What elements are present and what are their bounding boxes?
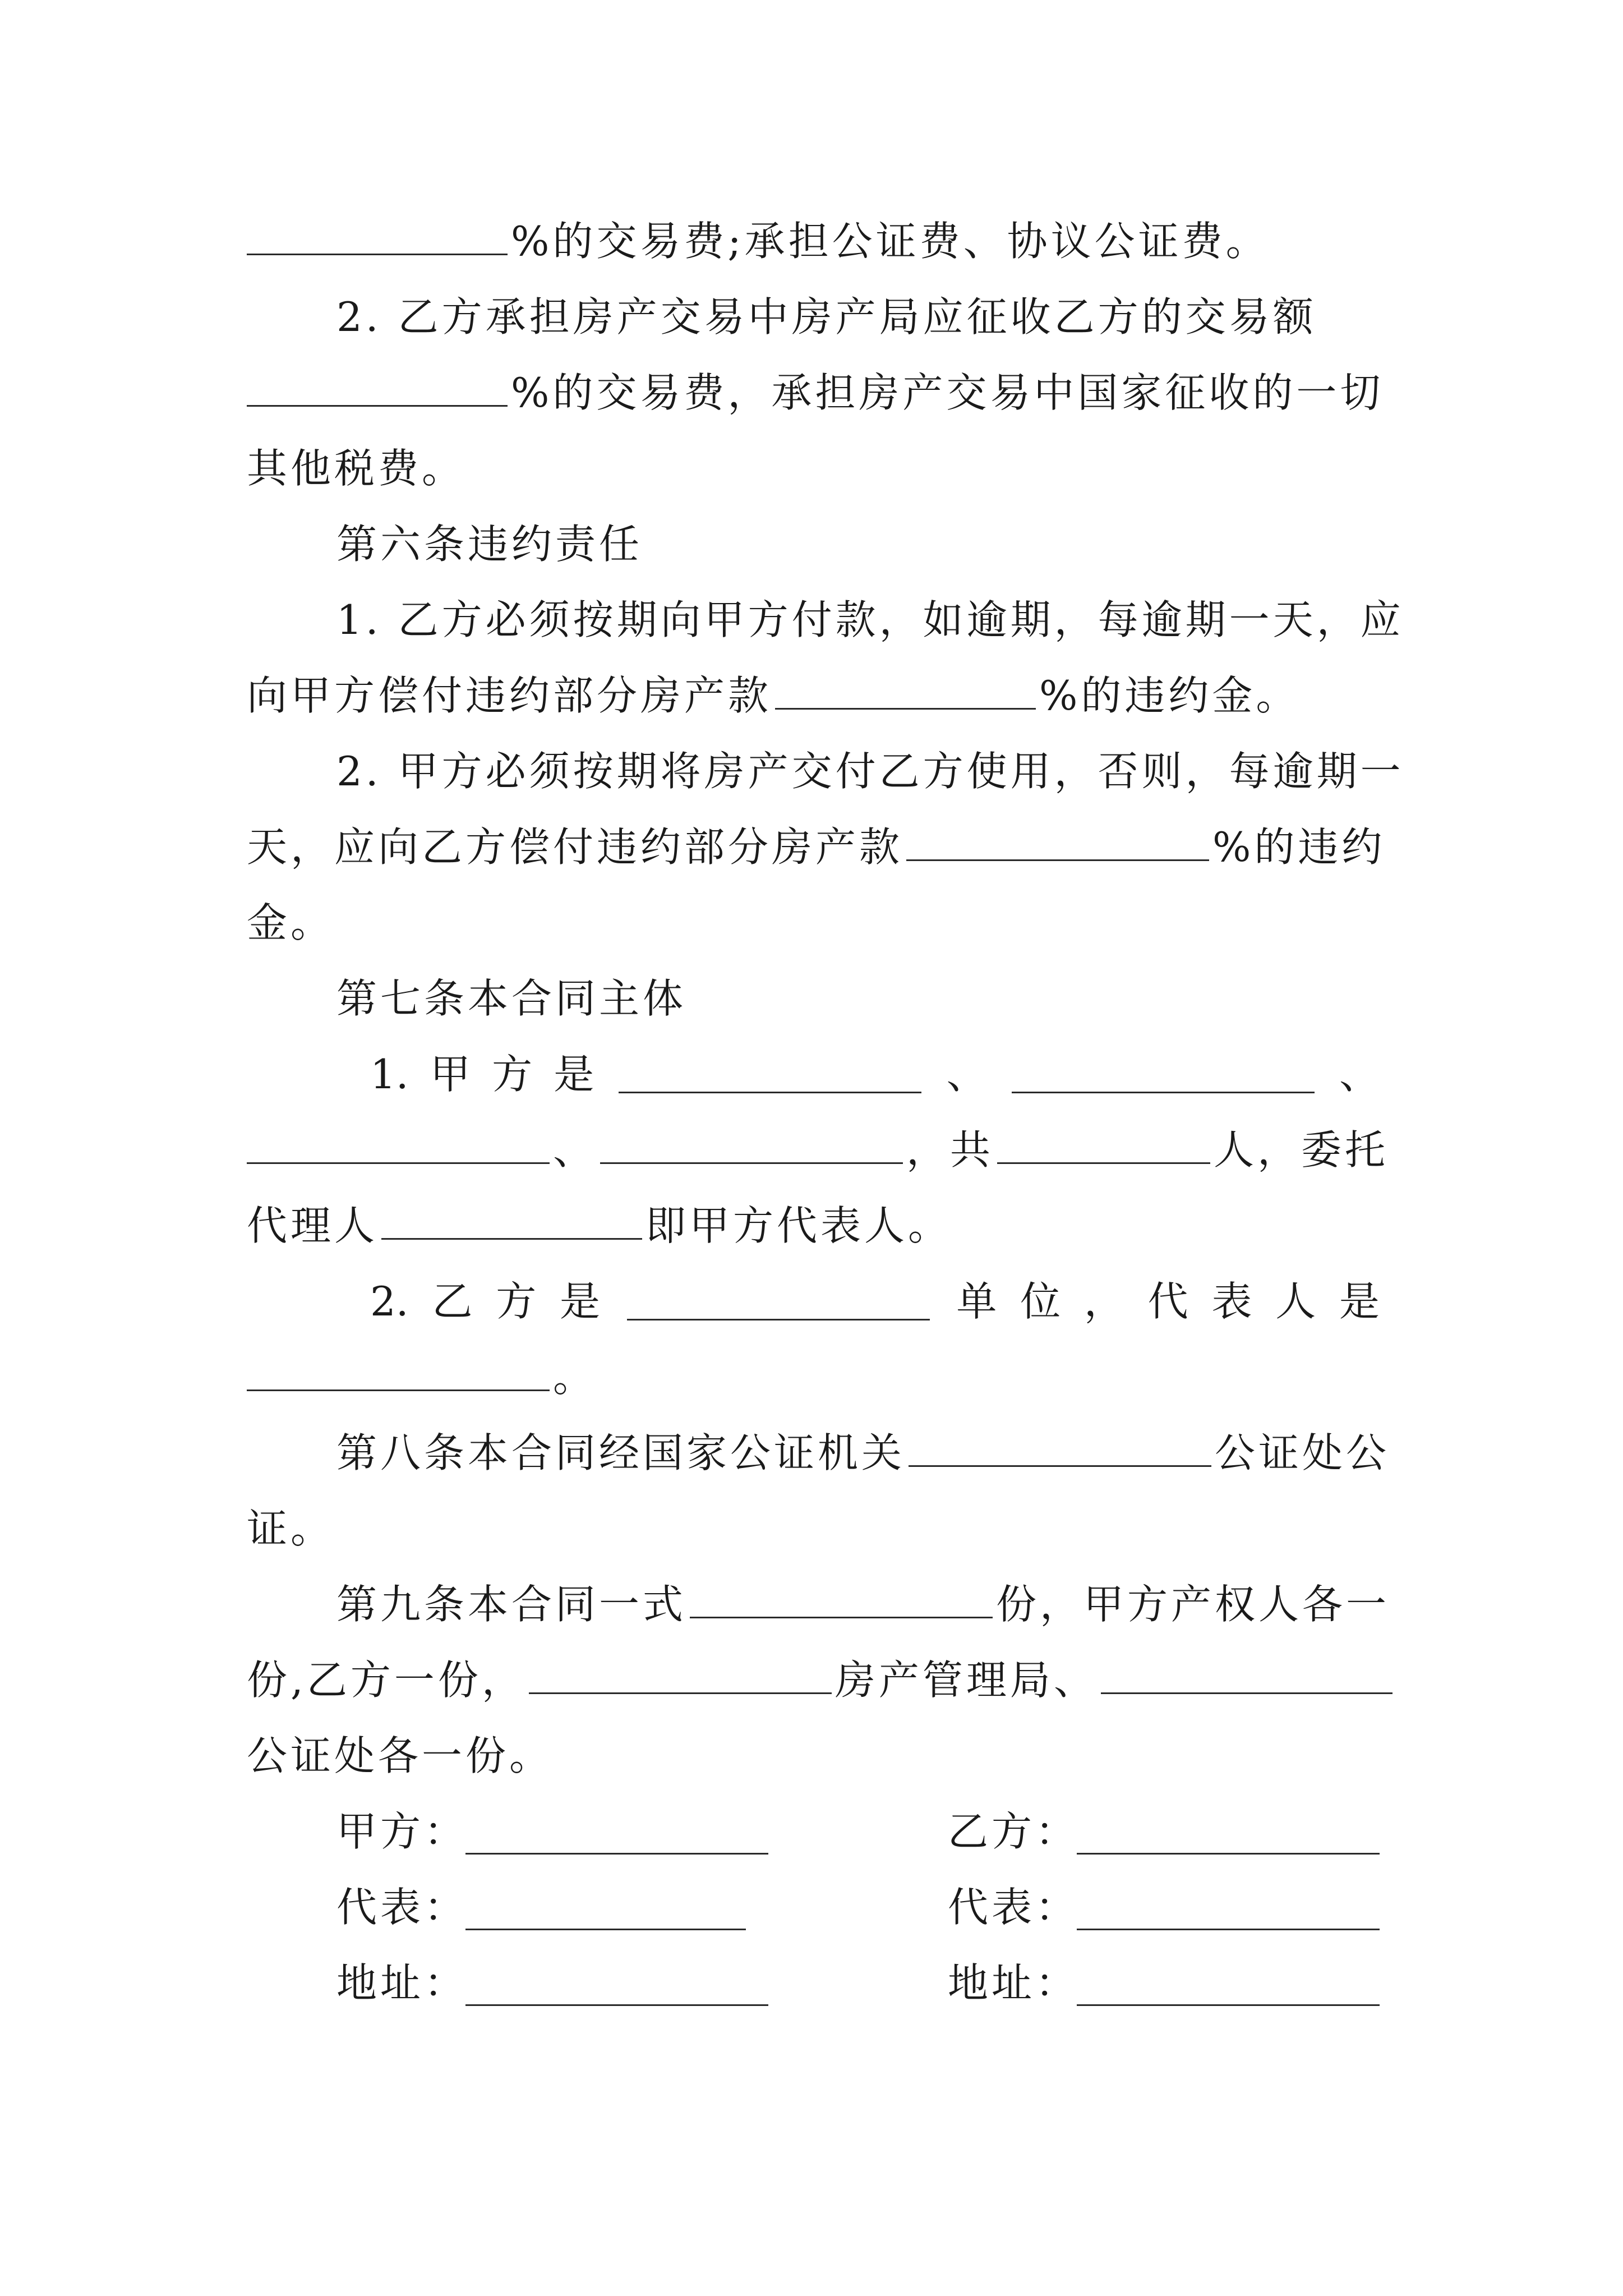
text: 天，应向乙方偿付违约部分房产款 bbox=[247, 823, 903, 871]
blank-field[interactable] bbox=[775, 672, 1036, 710]
text: 人 bbox=[1275, 1278, 1316, 1325]
blank-field[interactable] bbox=[247, 369, 508, 407]
text: 。 bbox=[553, 1354, 597, 1401]
text: 第八条本合同经国家公证机关 bbox=[336, 1429, 906, 1476]
line-2 bbox=[336, 286, 1380, 348]
blank-field[interactable] bbox=[1012, 1056, 1315, 1093]
text: 表 bbox=[1211, 1278, 1252, 1325]
text: 即甲方代表人。 bbox=[645, 1202, 952, 1249]
heading: 第七条本合同主体 bbox=[336, 975, 687, 1022]
line-18 bbox=[247, 1498, 1380, 1559]
rep-b-field[interactable] bbox=[1077, 1927, 1380, 1930]
party-b-label: 乙方： bbox=[948, 1808, 1080, 1855]
text: 是 bbox=[554, 1051, 594, 1098]
text: 其他税费。 bbox=[247, 445, 466, 492]
line-6 bbox=[336, 589, 1404, 651]
party-a-label: 甲方： bbox=[336, 1808, 468, 1855]
text: 甲 bbox=[430, 1051, 471, 1098]
line-16 bbox=[247, 1346, 1380, 1408]
line-21 bbox=[247, 1725, 1380, 1787]
blank-field[interactable] bbox=[627, 1283, 930, 1320]
text: 公证处公 bbox=[1215, 1429, 1390, 1476]
line-8 bbox=[336, 740, 1404, 802]
text: 2. bbox=[370, 1278, 409, 1325]
text: 向甲方偿付违约部分房产款 bbox=[247, 672, 772, 719]
rep-b-label: 代表： bbox=[948, 1884, 1080, 1931]
text: 第九条本合同一式 bbox=[336, 1581, 687, 1628]
line-3 bbox=[247, 362, 1384, 424]
text: %的违约金。 bbox=[1039, 672, 1300, 719]
text: 代理人 bbox=[247, 1202, 379, 1249]
party-b-field[interactable] bbox=[1077, 1851, 1380, 1855]
text: 份,乙方一份， bbox=[247, 1657, 525, 1704]
text: 是 bbox=[1339, 1278, 1380, 1325]
text: 代 bbox=[1147, 1278, 1188, 1325]
text: %的违约 bbox=[1212, 823, 1386, 871]
blank-field[interactable] bbox=[690, 1581, 993, 1618]
text: 单 bbox=[956, 1278, 997, 1325]
text: 公证处各一份。 bbox=[247, 1732, 554, 1779]
addr-a-label: 地址： bbox=[336, 1959, 468, 2007]
line-15 bbox=[370, 1271, 1380, 1332]
text: 金。 bbox=[247, 899, 335, 946]
text: 位 bbox=[1020, 1278, 1061, 1325]
text: 是 bbox=[559, 1278, 600, 1325]
text: 份，甲方产权人各一 bbox=[996, 1581, 1390, 1628]
text: 方 bbox=[492, 1051, 533, 1098]
line-1 bbox=[247, 210, 1380, 272]
text: 、 bbox=[553, 1126, 597, 1174]
line-7 bbox=[247, 665, 1380, 726]
blank-field[interactable] bbox=[619, 1056, 921, 1093]
text: %的交易费，承担房产交易中国家征收的一切 bbox=[511, 369, 1384, 416]
text: 方 bbox=[496, 1278, 537, 1325]
text: 人，委托 bbox=[1214, 1126, 1389, 1174]
blank-field[interactable] bbox=[247, 1126, 550, 1164]
text: %的交易费;承担公证费、协议公证费。 bbox=[511, 218, 1270, 265]
addr-b-label: 地址： bbox=[948, 1959, 1080, 2007]
text: 房产管理局、 bbox=[834, 1657, 1098, 1704]
line-13 bbox=[247, 1119, 1389, 1181]
blank-field[interactable] bbox=[1101, 1657, 1393, 1694]
blank-field[interactable] bbox=[909, 1429, 1211, 1467]
rep-a-label: 代表： bbox=[336, 1884, 468, 1931]
blank-field[interactable] bbox=[997, 1126, 1210, 1164]
line-12 bbox=[370, 1043, 1380, 1105]
line-4 bbox=[247, 438, 1380, 499]
text: 2. 甲方必须按期将房产交付乙方使用，否则，每逾期一 bbox=[336, 748, 1404, 795]
text: ， bbox=[1083, 1278, 1124, 1325]
heading: 第六条违约责任 bbox=[336, 521, 643, 568]
party-a-field[interactable] bbox=[465, 1851, 768, 1855]
blank-field[interactable] bbox=[247, 218, 508, 255]
text: ，共 bbox=[906, 1126, 994, 1174]
addr-a-field[interactable] bbox=[465, 2003, 768, 2006]
text: 乙 bbox=[432, 1278, 473, 1325]
blank-field[interactable] bbox=[381, 1202, 642, 1240]
text: 2. 乙方承担房产交易中房产局应征收乙方的交易额 bbox=[336, 293, 1317, 341]
text: 1. bbox=[370, 1051, 409, 1098]
rep-a-field[interactable] bbox=[465, 1927, 746, 1930]
addr-b-field[interactable] bbox=[1077, 2003, 1380, 2006]
text: 、 bbox=[946, 1051, 987, 1098]
blank-field[interactable] bbox=[906, 823, 1209, 861]
line-14 bbox=[247, 1195, 1380, 1257]
article-8 bbox=[336, 1422, 1390, 1484]
line-10 bbox=[247, 892, 1380, 954]
text: 1. 乙方必须按期向甲方付款，如逾期，每逾期一天，应 bbox=[336, 596, 1404, 643]
article-6-title bbox=[336, 513, 1380, 575]
blank-field[interactable] bbox=[600, 1126, 903, 1164]
blank-field[interactable] bbox=[529, 1657, 832, 1694]
text: 、 bbox=[1339, 1051, 1380, 1098]
line-9 bbox=[247, 816, 1386, 878]
article-7-title bbox=[336, 968, 1380, 1029]
article-9 bbox=[336, 1573, 1390, 1635]
text: 证。 bbox=[247, 1505, 335, 1552]
line-20 bbox=[247, 1649, 1380, 1711]
blank-field[interactable] bbox=[247, 1354, 550, 1391]
